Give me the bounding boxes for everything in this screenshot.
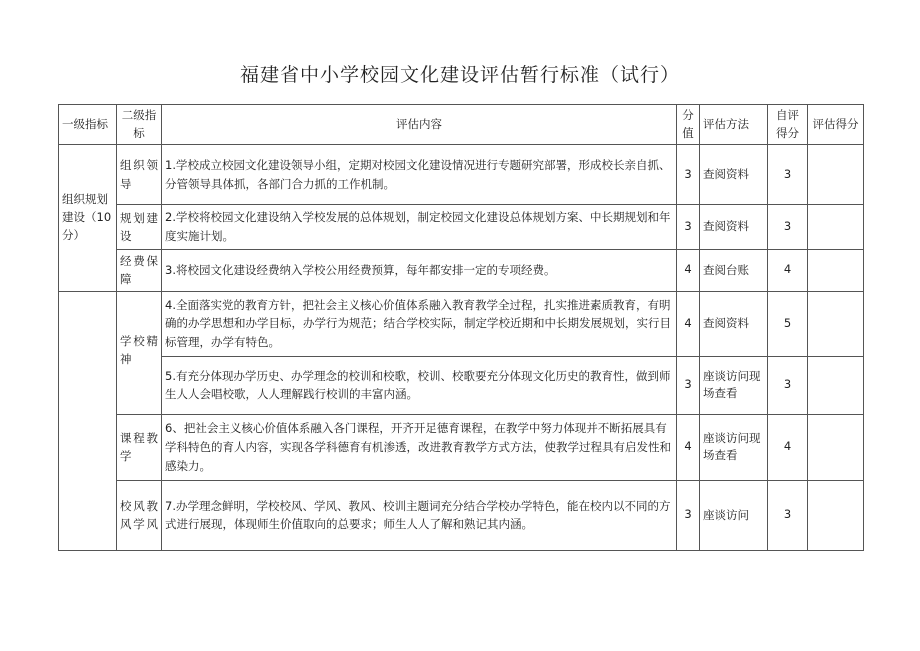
eval-score-cell — [808, 291, 864, 356]
eval-score-cell — [808, 145, 864, 205]
eval-score-cell — [808, 414, 864, 480]
eval-score-cell — [808, 250, 864, 292]
method-cell: 查阅资料 — [700, 145, 768, 205]
content-cell: 1.学校成立校园文化建设领导小组，定期对校园文化建设情况进行专题研究部署，形成校长亲自抓、分管领导具体抓，各部门合力抓的工作机制。 — [162, 145, 677, 205]
self-score-cell: 3 — [768, 205, 808, 250]
table-row — [59, 291, 864, 356]
document-title: 福建省中小学校园文化建设评估暂行标准（试行） — [239, 64, 680, 86]
eval-score-cell — [808, 205, 864, 250]
header-score: 分值 — [677, 105, 700, 145]
self-score-cell: 5 — [768, 291, 808, 356]
header-content: 评估内容 — [162, 105, 677, 145]
level2-cell: 组织领导 — [117, 145, 162, 205]
content-cell: 5.有充分体现办学历史、办学理念的校训和校歌，校训、校歌要充分体现文化历史的教育性，做到师生人人会唱校歌，人人理解践行校训的丰富内涵。 — [162, 356, 677, 414]
content-cell: 2.学校将校园文化建设纳入学校发展的总体规划，制定校园文化建设总体规划方案、中长期规划和年度实施计划。 — [162, 205, 677, 250]
level2-cell: 学校精神 — [117, 291, 162, 414]
table-row — [59, 250, 864, 292]
content-cell: 3.将校园文化建设经费纳入学校公用经费预算，每年都安排一定的专项经费。 — [162, 250, 677, 292]
content-cell: 7.办学理念鲜明，学校校风、学风、教风、校训主题词充分结合学校办学特色，能在校内以不同的方式进行展现，体现师生价值取向的总要求；师生人人了解和熟记其内涵。 — [162, 480, 677, 550]
method-cell: 查阅资料 — [700, 205, 768, 250]
evaluation-table — [58, 104, 864, 551]
method-cell: 查阅台账 — [700, 250, 768, 292]
eval-score-cell — [808, 356, 864, 414]
score-cell: 3 — [677, 145, 700, 205]
table-header-row — [59, 105, 864, 145]
self-score-cell: 4 — [768, 250, 808, 292]
table-row — [59, 205, 864, 250]
content-cell: 4.全面落实党的教育方针，把社会主义核心价值体系融入教育教学全过程，扎实推进素质教育，有明确的办学思想和办学目标，办学行为规范；结合学校实际，制定学校近期和中长期发展规划，实行目标管理，办学有特色。 — [162, 291, 677, 356]
level2-cell: 校风教风学风 — [117, 480, 162, 550]
score-cell: 3 — [677, 480, 700, 550]
method-cell: 座谈访问现场查看 — [700, 356, 768, 414]
header-self-score: 自评得分 — [768, 105, 808, 145]
level2-cell: 经费保障 — [117, 250, 162, 292]
header-method: 评估方法 — [700, 105, 768, 145]
level1-cell — [59, 291, 117, 550]
eval-score-cell — [808, 480, 864, 550]
method-cell: 座谈访问现场查看 — [700, 414, 768, 480]
header-level2: 二级指标 — [117, 105, 162, 145]
self-score-cell: 3 — [768, 356, 808, 414]
table-row — [59, 356, 864, 414]
score-cell: 3 — [677, 205, 700, 250]
level1-cell: 组织规划建设（10分） — [59, 145, 117, 292]
score-cell: 4 — [677, 414, 700, 480]
header-level1: 一级指标 — [59, 105, 117, 145]
content-cell: 6、把社会主义核心价值体系融入各门课程，开齐开足德育课程，在教学中努力体现并不断拓展具有学科特色的育人内容，实现各学科德育有机渗透，改进教育教学方式方法，使教学过程具有启发性和感染力。 — [162, 414, 677, 480]
level2-cell: 规划建设 — [117, 205, 162, 250]
score-cell: 4 — [677, 291, 700, 356]
method-cell: 查阅资料 — [700, 291, 768, 356]
table-row — [59, 145, 864, 205]
self-score-cell: 4 — [768, 414, 808, 480]
table-row — [59, 480, 864, 550]
self-score-cell: 3 — [768, 145, 808, 205]
self-score-cell: 3 — [768, 480, 808, 550]
header-eval-score: 评估得分 — [808, 105, 864, 145]
score-cell: 3 — [677, 356, 700, 414]
method-cell: 座谈访问 — [700, 480, 768, 550]
level2-cell: 课程教学 — [117, 414, 162, 480]
score-cell: 4 — [677, 250, 700, 292]
table-row — [59, 414, 864, 480]
